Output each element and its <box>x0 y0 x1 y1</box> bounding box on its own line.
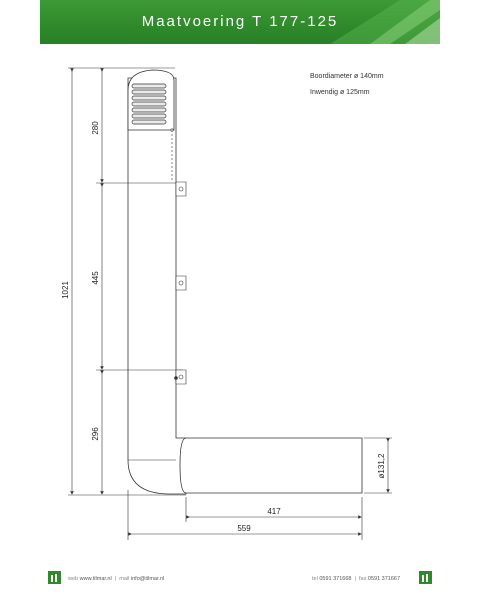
footer-contact-right <box>312 576 400 582</box>
dimension-top-section: 280 <box>91 121 100 135</box>
dimension-elbow-length: 417 <box>267 507 281 516</box>
mail-link[interactable]: info@tilmar.nl <box>130 576 165 582</box>
footer-contact-left <box>68 576 164 582</box>
tel-label: tel <box>312 576 318 582</box>
spec-inner-diameter: Inwendig ø 125mm <box>310 89 370 96</box>
brand-logo-left <box>48 571 61 584</box>
dimension-middle-section: 445 <box>91 271 100 285</box>
brand-logo-right <box>419 571 432 584</box>
dimension-pipe-diameter: ø131,2 <box>377 453 386 479</box>
fax-label: fax <box>359 576 367 582</box>
web-link[interactable]: www.tilmar.nl <box>79 576 112 582</box>
ventilation-slats <box>132 84 166 124</box>
page-title: Maatvoering T 177-125 <box>141 13 339 30</box>
pipe-outline <box>128 70 362 494</box>
dimension-total-length: 559 <box>237 524 251 533</box>
mail-label: mail <box>119 576 130 582</box>
dimension-total-height: 1021 <box>61 281 70 299</box>
web-label: web <box>68 576 79 582</box>
tel-value: 0591 371668 <box>319 576 352 582</box>
spec-outer-diameter: Boordiameter ø 140mm <box>310 73 384 80</box>
fax-value: 0591 371667 <box>367 576 401 582</box>
separator: | <box>354 576 356 582</box>
separator: | <box>114 576 117 582</box>
dimension-bottom-section: 296 <box>91 427 100 441</box>
